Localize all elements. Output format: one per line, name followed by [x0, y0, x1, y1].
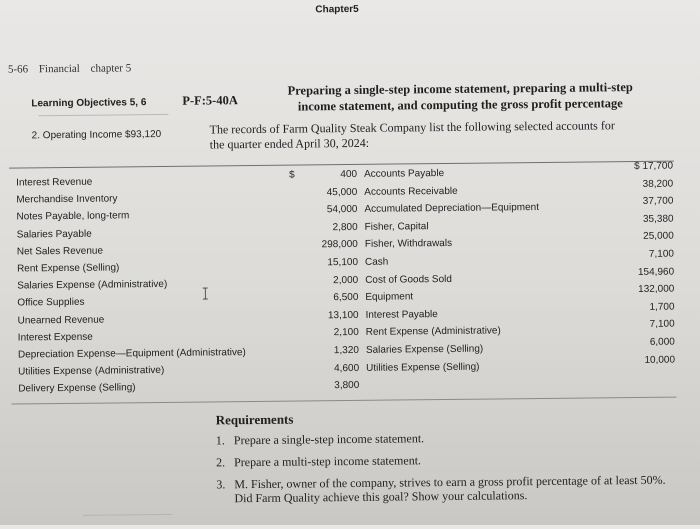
amount: 3,800 [334, 380, 360, 392]
requirement-text: Prepare a single-step income statement. [233, 431, 425, 448]
account-name: Merchandise Inventory [16, 193, 118, 206]
amount: 37,700 [642, 195, 674, 208]
amount: 2,000 [333, 274, 359, 286]
left-account-names [16, 172, 298, 398]
page-number: 5-66 [7, 63, 29, 76]
account-name: Salaries Payable [16, 228, 92, 241]
right-account-amounts [603, 158, 675, 370]
amount: 38,200 [642, 178, 674, 190]
amount: 2,100 [333, 327, 359, 339]
operating-income-hint: 2. Operating Income $93,120 [31, 128, 162, 142]
account-name: Fisher, Capital [364, 220, 429, 233]
problem-title [250, 79, 670, 115]
page-header [8, 62, 139, 75]
text-cursor-icon [202, 287, 208, 299]
amount: 7,100 [649, 318, 675, 331]
amount: 54,000 [326, 204, 358, 216]
chapter-tag: Chapter5 [315, 3, 359, 16]
amount: 10,000 [644, 354, 676, 366]
account-name: Rent Expense (Selling) [16, 262, 120, 275]
right-account-names [364, 163, 606, 377]
account-name: Interest Expense [17, 331, 93, 344]
requirement-text: M. Fisher, owner of the company, strives to earn a gross profit percentage of at least 50%. Did Farm Quality achieve this goal? Show your calculations. [234, 472, 666, 506]
account-name: Accumulated Depreciation—Equipment [364, 202, 540, 216]
divider [38, 114, 168, 116]
problem-intro [210, 118, 670, 153]
amount: 25,000 [643, 230, 674, 243]
amount: 13,100 [327, 309, 359, 321]
account-name: Salaries Expense (Administrative) [17, 279, 168, 292]
learning-objectives: Learning Objectives 5, 6 [31, 97, 147, 110]
account-name: Delivery Expense (Selling) [18, 382, 136, 395]
requirements-title: Requirements [215, 411, 294, 428]
account-name: Utilities Expense (Selling) [366, 361, 480, 374]
account-name: Accounts Receivable [364, 185, 458, 198]
chapter-name: chapter 5 [90, 62, 132, 75]
left-account-amounts [289, 166, 359, 395]
requirements-list [216, 429, 677, 514]
problem-title-line-2: income statement, and computing the gross profit percentage [297, 96, 623, 114]
amount: 132,000 [638, 283, 675, 296]
requirement-number: 1. [215, 433, 225, 448]
account-name: Utilities Expense (Administrative) [18, 365, 165, 378]
account-name: Cost of Goods Sold [365, 273, 452, 286]
account-name: Office Supplies [17, 297, 85, 309]
account-name: Interest Payable [365, 308, 438, 321]
amount: 15,100 [327, 256, 359, 269]
amount: 400 [340, 168, 358, 181]
requirement-item [216, 429, 676, 448]
section-name: Financial [38, 62, 80, 76]
amount: 1,700 [649, 301, 675, 313]
table-bottom-rule [11, 397, 676, 405]
amount: 35,380 [642, 213, 674, 225]
requirement-number: 2. [216, 455, 226, 470]
amount: 7,100 [648, 248, 674, 260]
amount: 298,000 [321, 239, 358, 251]
account-name: Salaries Expense (Selling) [365, 343, 484, 356]
account-name: Depreciation Expense—Equipment (Administrative) [17, 346, 246, 361]
account-name: Cash [364, 256, 389, 268]
amount: 6,500 [333, 292, 359, 304]
problem-id: P-F:5-40A [182, 93, 238, 108]
dollar-sign: $ [289, 169, 295, 181]
account-name: Interest Revenue [16, 176, 93, 189]
intro-line-2: the quarter ended April 30, 2024: [209, 135, 370, 152]
intro-line-1: The records of Farm Quality Steak Company list the following selected accounts for [209, 118, 615, 137]
amount: 1,320 [333, 344, 359, 357]
requirement-item [216, 473, 676, 506]
amount: 4,600 [334, 362, 360, 374]
amount: $ 17,700 [634, 160, 674, 173]
divider [83, 514, 173, 516]
account-name: Equipment [365, 291, 414, 303]
account-name: Notes Payable, long-term [16, 210, 130, 223]
requirement-item [216, 451, 676, 470]
account-name: Accounts Payable [364, 168, 445, 180]
account-name: Unearned Revenue [17, 314, 105, 326]
requirement-number: 3. [216, 477, 226, 492]
amount: 6,000 [649, 336, 675, 348]
account-name: Rent Expense (Administrative) [365, 325, 501, 339]
problem-title-line-1: Preparing a single-step income statement, preparing a multi-step [287, 80, 633, 98]
amount: 154,960 [637, 266, 675, 278]
requirement-text: Prepare a multi-step income statement. [234, 453, 422, 470]
account-name: Net Sales Revenue [16, 245, 104, 258]
amount: 45,000 [326, 186, 358, 198]
account-name: Fisher, Withdrawals [364, 238, 453, 251]
amount: 2,800 [332, 221, 358, 233]
